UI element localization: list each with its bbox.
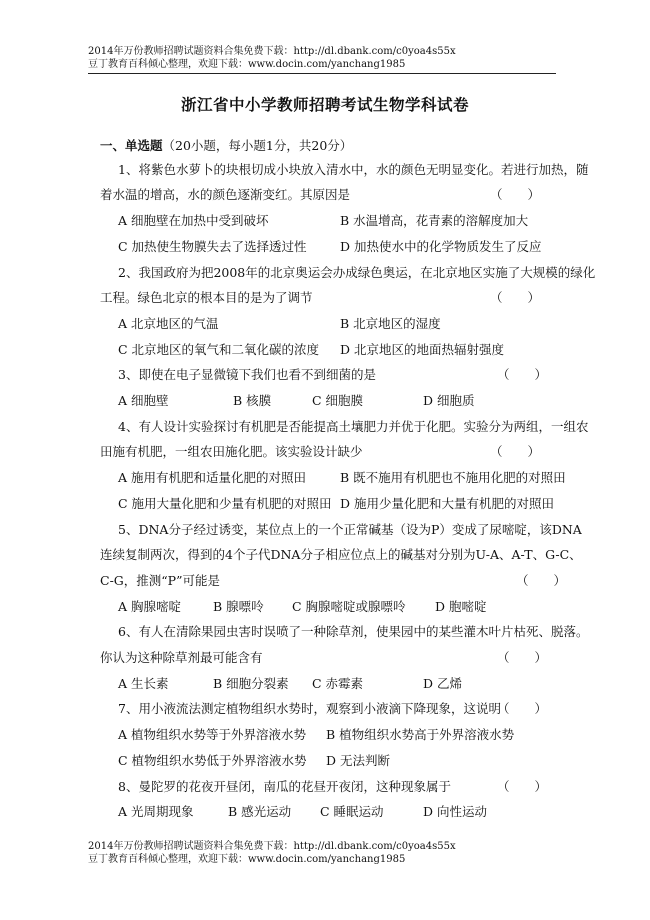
option: D 乙烯 [423,676,462,691]
section-title: 一、单选题 [100,138,163,153]
option: C 加热使生物膜失去了选择透过性 [118,239,307,254]
option: B 植物组织水势高于外界溶液水势 [326,727,515,742]
section-heading [100,136,352,154]
answer-blank: （ ） [490,187,541,202]
question-text: 1、将紫色水萝卜的块根切成小块放入清水中，水的颜色无明显变化。若进行加热，随 [118,162,589,177]
option: B 核膜 [233,393,272,408]
answer-blank: （ ） [490,290,541,305]
page-title: 浙江省中小学教师招聘考试生物学科试卷 [180,95,469,114]
question-text: 8、曼陀罗的花夜开昼闭，南瓜的花昼开夜闭，这种现象属于 [118,779,451,794]
question-text: 你认为这种除草剂最可能含有 [100,650,263,665]
question-text: 着水温的增高，水的颜色逐渐变红。其原因是 [100,187,351,202]
header-rule [88,73,556,74]
option: B 腺嘌呤 [213,599,264,614]
footer-credit-line: 豆丁教育百科倾心整理，欢迎下载：www.docin.com/yanchang1985 [88,854,406,865]
question-text: 6、有人在清除果园虫害时误喷了一种除草剂，使果园中的某些灌木叶片枯死、脱落。 [118,624,589,639]
option: D 无法判断 [326,753,390,768]
answer-blank: （ ） [497,701,548,716]
question-text: 连续复制两次，得到的4个子代DNA分子相应位点上的碱基对分别为U-A、A-T、G-C、 [100,547,582,562]
option: B 既不施用有机肥也不施用化肥的对照田 [340,470,566,485]
option: D 北京地区的地面热辐射强度 [340,342,504,357]
answer-blank: （ ） [490,444,541,459]
option: A 细胞壁 [118,393,169,408]
option: C 赤霉素 [312,676,364,691]
option: C 植物组织水势低于外界溶液水势 [118,753,307,768]
option: C 睡眠运动 [320,804,384,819]
section-note: （20小题，每小题1分，共20分） [162,138,353,153]
option: A 光周期现象 [118,804,194,819]
question-text: 7、用小液流法测定植物组织水势时，观察到小液滴下降现象，这说明 [118,701,501,716]
option: C 施用大量化肥和少量有机肥的对照田 [118,496,332,511]
question-text: 工程。绿色北京的根本目的是为了调节 [100,290,313,305]
option: D 施用少量化肥和大量有机肥的对照田 [340,496,554,511]
footer-source-line: 2014年万份教师招聘试题资料合集免费下载：http://dl.dbank.com/c0yoa4s55x [88,841,456,852]
question-text: 4、有人设计实验探讨有机肥是否能提高土壤肥力并优于化肥。实验分为两组，一组农 [118,419,589,434]
option: D 加热使水中的化学物质发生了反应 [340,239,542,254]
question-text: 田施有机肥，一组农田施化肥。该实验设计缺少 [100,444,363,459]
option: C 细胞膜 [312,393,364,408]
option: D 向性运动 [423,804,487,819]
option: B 北京地区的湿度 [340,316,441,331]
answer-blank: （ ） [497,779,548,794]
option: D 细胞质 [423,393,475,408]
option: A 细胞壁在加热中受到破坏 [118,213,269,228]
answer-blank: （ ） [497,367,548,382]
header-source-line: 2014年万份教师招聘试题资料合集免费下载：http://dl.dbank.com/c0yoa4s55x [88,46,456,57]
option: C 胸腺嘧啶或腺嘌呤 [292,599,406,614]
answer-blank: （ ） [516,573,567,588]
header-credit-line: 豆丁教育百科倾心整理，欢迎下载：www.docin.com/yanchang1985 [88,59,406,70]
option: B 水温增高，花青素的溶解度加大 [340,213,529,228]
option: B 细胞分裂素 [213,676,289,691]
option: A 植物组织水势等于外界溶液水势 [118,727,307,742]
option: A 生长素 [118,676,169,691]
option: B 感光运动 [228,804,292,819]
option: D 胞嘧啶 [435,599,487,614]
question-text: 3、即使在电子显微镜下我们也看不到细菌的是 [118,367,376,382]
option: C 北京地区的氧气和二氧化碳的浓度 [118,342,320,357]
question-text: C-G，推测“P”可能是 [100,573,220,588]
option: A 北京地区的气温 [118,316,219,331]
answer-blank: （ ） [497,650,548,665]
question-text: 5、DNA分子经过诱变，某位点上的一个正常碱基（设为P）变成了尿嘧啶，该DNA [118,522,582,537]
option: A 施用有机肥和适量化肥的对照田 [118,470,307,485]
question-text: 2、我国政府为把2008年的北京奥运会办成绿色奥运，在北京地区实施了大规模的绿化 [118,265,596,280]
option: A 胸腺嘧啶 [118,599,182,614]
